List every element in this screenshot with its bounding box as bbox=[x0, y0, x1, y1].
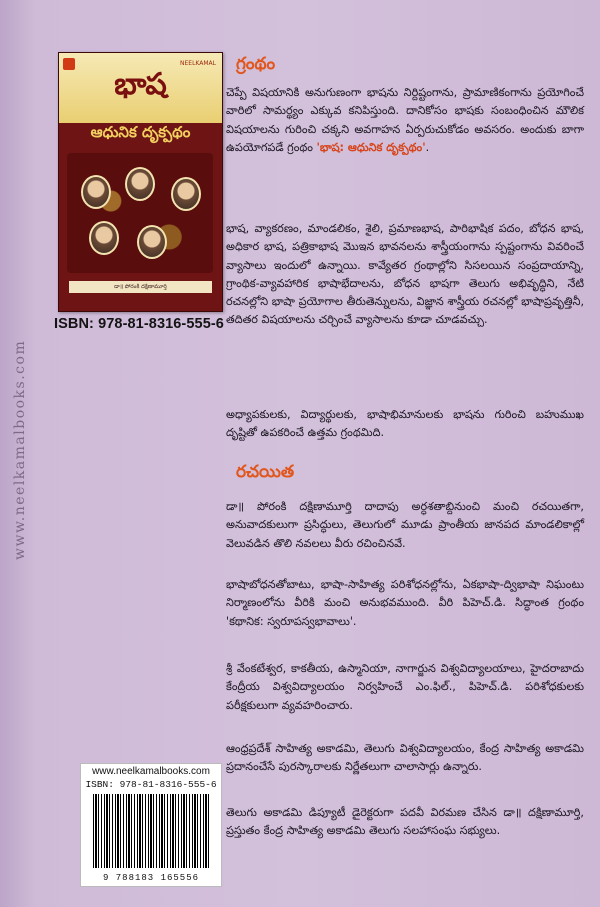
book-section-heading: గ్రంథం bbox=[236, 54, 276, 74]
cover-author-name: డా॥ పోరంకి దక్షిణామూర్తి bbox=[69, 281, 212, 293]
book-description-text: చెప్పే విషయానికి అనుగుణంగా భాషను నిర్దిష్టంగాను, ప్రామాణికంగాను ప్రయోగించే వారిలో సామర్థ్యం ఎక్కువ కనిపిస్తుంది. దానికోసం భాషకు సంబంధించిన మౌలిక విషయాలను గురించి చక్కని అవగాహన ఏర్పరుచుకోడం అవసరం. అందుకు బాగా ఉపయోగపడే గ్రంథం bbox=[226, 86, 584, 154]
book-description-paragraph-2: భాష, వ్యాకరణం, మాండలికం, శైలి, ప్రమాణభాష, పారిభాషిక పదం, బోధన భాష, అధికార భాష, పత్రికాభాష మొఇన భావనలను శాస్త్రీయంగాను స్పష్టంగాను వివరించే వ్యాసాలు ఇందులో ఉన్నాయి. కావ్యేతర గ్రంథాల్లోని సిసలయిన సంప్రదాయాన్ని, గ్రాంథిక-వ్యావహారిక భాషాభేదాలను, బోధన భాషగా తెలుగు అభివృద్ధిని, నేటి రచనల్లోని భాషా ప్రయోగాల తీరుతెన్నులను, విజ్ఞాన శాస్త్రీయ రచనల్లో భాషాప్రవృత్తినీ, తదితర విషయాలను చర్చించే వ్యాసాలను కూడా చూడవచ్చు. bbox=[226, 222, 584, 327]
barcode-isbn-text: ISBN: 978-81-8316-555-6 bbox=[85, 779, 217, 790]
portrait-image bbox=[137, 225, 167, 259]
barcode-website-url: www.neelkamalbooks.com bbox=[92, 766, 210, 777]
author-bio-paragraph-2: భాషాబోధనతోబాటు, భాషా-సాహిత్య పరిశోధనల్లోను, ఏకభాషా-ద్విభాషా నిఘంటు నిర్మాణంలోను వీరికి మంచి అనుభవముంది. వీరి పిహెచ్.డి. సిద్ధాంత గ్రంథం 'కథానిక: స్వరూపస్వభావాలు'. bbox=[226, 578, 584, 628]
book-title-highlight: 'భాష: ఆధునిక దృక్పథం' bbox=[316, 140, 426, 154]
book-description-paragraph-1 bbox=[226, 84, 584, 157]
portrait-image bbox=[89, 221, 119, 255]
barcode-bars-image bbox=[93, 794, 209, 868]
author-bio-paragraph-3: శ్రీ వేంకటేశ్వర, కాకతీయ, ఉస్మానియా, నాగార్జున విశ్వవిద్యాలయాలు, హైదరాబాదు కేంద్రీయ విశ్వవిద్యాలయం నిర్వహించే ఎం.ఫిల్., పిహెచ్.డి. పరిశోధకులకు పరీక్షకులుగా వ్యవహరించారు. bbox=[226, 662, 584, 712]
cover-thumbnail bbox=[58, 52, 223, 312]
barcode-digits: 9 788183 165556 bbox=[102, 873, 199, 883]
isbn-label: ISBN: 978-81-8316-555-6 bbox=[54, 316, 224, 332]
spine-website-url: www.neelkamalbooks.com bbox=[12, 339, 28, 560]
portrait-image bbox=[81, 175, 111, 209]
author-bio-paragraph-5: తెలుగు అకాడమి డిప్యూటీ డైరెక్టరుగా పదవీ విరమణ చేసిన డా॥ దక్షిణామూర్తి, ప్రస్తుతం కేంద్ర సాహిత్య అకాడమి తెలుగు సలహాసంఘ సభ్యులు. bbox=[226, 806, 584, 838]
author-section-heading: రచయిత bbox=[236, 462, 295, 482]
cover-subtitle: ఆధునిక దృక్పథం bbox=[90, 123, 191, 141]
cover-publisher-name: NEELKAMAL bbox=[180, 60, 216, 67]
book-description-text-end: . bbox=[425, 140, 430, 154]
book-description-paragraph-3: అధ్యాపకులకు, విద్యార్థులకు, భాషాభిమానులకు భాషను గురించి బహుముఖ దృష్టితో ఉపకరించే ఉత్తమ గ్రంథమిది. bbox=[226, 408, 584, 440]
author-bio-paragraph-1: డా॥ పోరంకి దక్షిణామూర్తి దాదాపు అర్ధశతాబ్దినుంచి మంచి రచయితగా, అనువాదకులుగా ప్రసిద్ధులు, తెలుగులో మూడు ప్రాంతీయ జానపద మాండలికాల్లో వెలువడిన తొలి నవలలు వీరు రచించినవే. bbox=[226, 500, 584, 550]
portrait-image bbox=[125, 167, 155, 201]
barcode-panel bbox=[80, 763, 222, 887]
author-bio-paragraph-4: ఆంధ్రప్రదేశ్ సాహిత్య అకాడమి, తెలుగు విశ్వవిద్యాలయం, కేంద్ర సాహిత్య అకాడమి ప్రదానంచేసే పురస్కారాలకు నిర్ణేతలుగా చాలాసార్లు ఉన్నారు. bbox=[226, 742, 584, 774]
cover-title: భాష bbox=[114, 67, 167, 102]
portrait-image bbox=[171, 177, 201, 211]
